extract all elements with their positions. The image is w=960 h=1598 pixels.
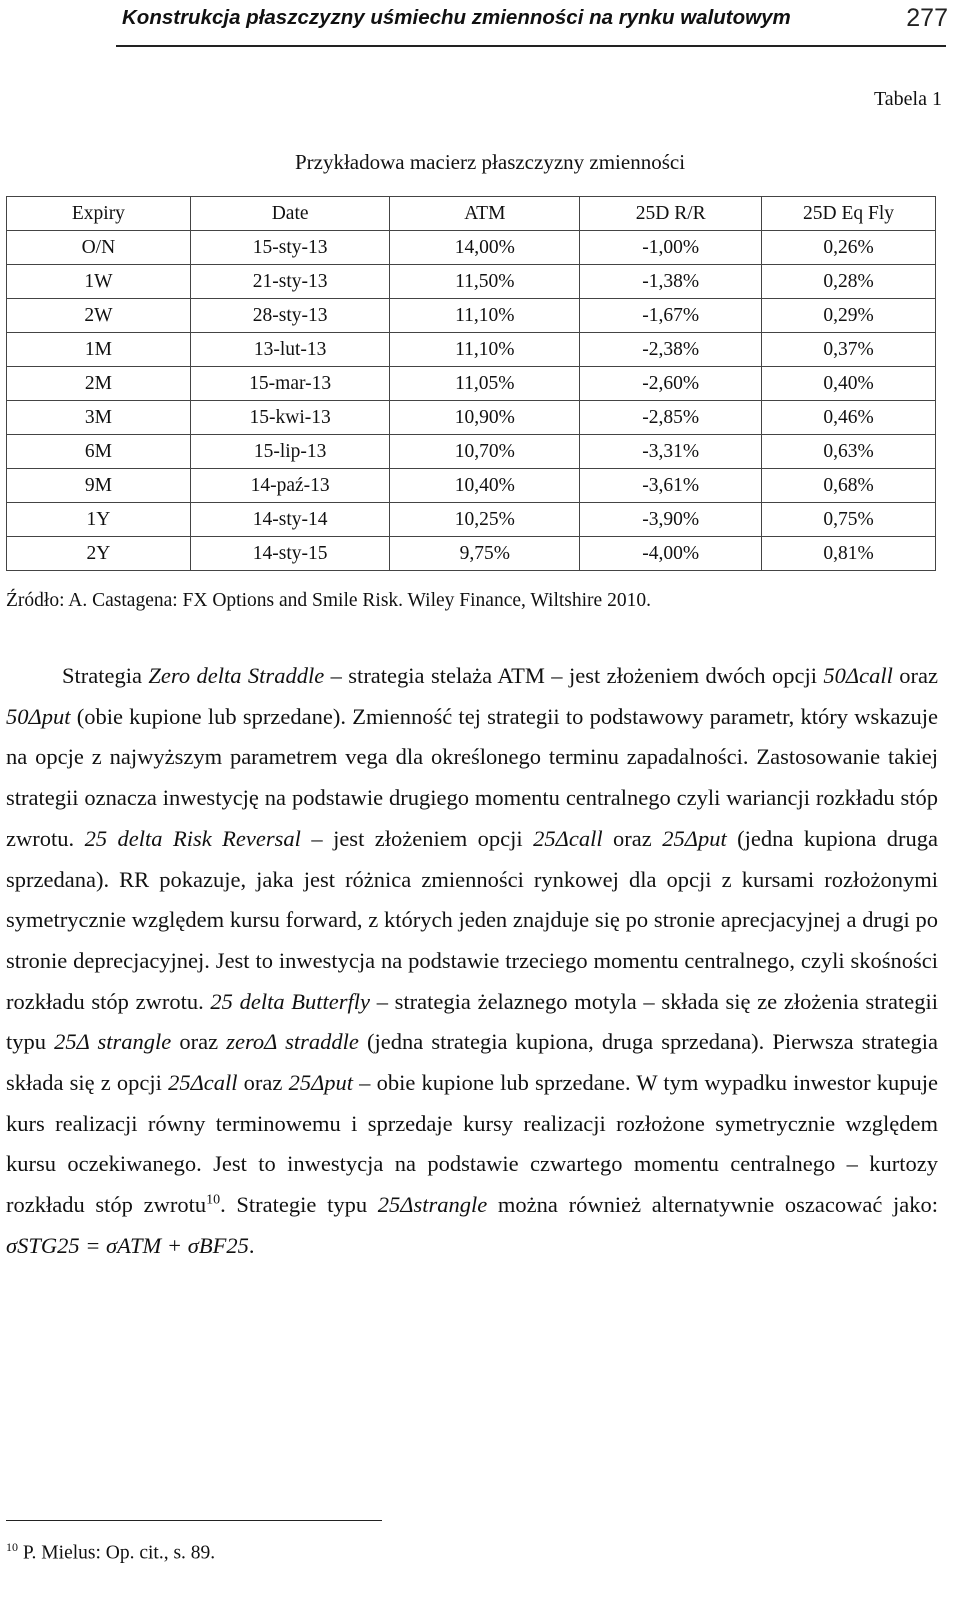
footnote-number: 10: [6, 1540, 18, 1554]
cell-atm: 11,50%: [390, 265, 580, 299]
term-25-delta-butterfly: 25 delta Butterfly: [210, 988, 371, 1014]
column-header-date: Date: [190, 197, 390, 231]
column-header-butterfly: 25D Eq Fly: [762, 197, 936, 231]
cell-date: 15-sty-13: [190, 231, 390, 265]
cell-butterfly: 0,29%: [762, 299, 936, 333]
table-row: [7, 503, 936, 537]
cell-butterfly: 0,28%: [762, 265, 936, 299]
term-50d-call: 50Δcall: [823, 663, 893, 688]
text-run: oraz: [171, 1029, 227, 1055]
table-row: [7, 401, 936, 435]
term-25d-strangle: 25Δ strangle: [54, 1029, 172, 1055]
cell-butterfly: 0,26%: [762, 231, 936, 265]
cell-atm: 9,75%: [390, 537, 580, 571]
text-run: .: [248, 1232, 255, 1258]
cell-risk-reversal: -3,90%: [580, 503, 762, 537]
text-run: Strategia: [62, 663, 149, 688]
header-rule: [116, 45, 946, 47]
cell-atm: 10,90%: [390, 401, 580, 435]
cell-butterfly: 0,40%: [762, 367, 936, 401]
term-25d-put-2: 25Δput: [288, 1070, 354, 1096]
cell-atm: 11,10%: [390, 299, 580, 333]
text-run: . Strategie typu: [220, 1192, 378, 1218]
cell-date: 13-lut-13: [190, 333, 390, 367]
cell-expiry: 3M: [7, 401, 191, 435]
cell-expiry: O/N: [7, 231, 191, 265]
column-header-atm: ATM: [390, 197, 580, 231]
cell-atm: 11,10%: [390, 333, 580, 367]
term-25d-call: 25Δcall: [533, 825, 603, 851]
footnote-rule: [6, 1520, 382, 1521]
term-25d-strangle-2: 25Δstrangle: [377, 1192, 488, 1218]
text-run: – strategia stelaża ATM – jest złożeniem dwóch opcji: [324, 663, 824, 688]
cell-risk-reversal: -3,61%: [580, 469, 762, 503]
running-header: [0, 0, 960, 50]
cell-risk-reversal: -3,31%: [580, 435, 762, 469]
cell-risk-reversal: -1,38%: [580, 265, 762, 299]
table-row: [7, 537, 936, 571]
footnote-reference: 10: [206, 1192, 221, 1208]
cell-expiry: 2W: [7, 299, 191, 333]
cell-date: 28-sty-13: [190, 299, 390, 333]
cell-expiry: 1W: [7, 265, 191, 299]
table-label: Tabela 1: [873, 88, 942, 110]
cell-date: 15-mar-13: [190, 367, 390, 401]
text-run: oraz: [892, 663, 938, 688]
cell-atm: 10,40%: [390, 469, 580, 503]
text-run: – obie kupione lub sprzedane. W tym wypadku inwestor kupuje kurs realizacji równy terminowemu i sprzedaje kursy realizacji rozłożone symetrycznie względem kursu oczekiwanego. Jest to inwestycja na podstawie czwartego momentu centralnego – kurtozy rozkładu stóp zwrotu: [6, 1070, 939, 1218]
table-row: [7, 299, 936, 333]
column-header-risk-reversal: 25D R/R: [580, 197, 762, 231]
table-row: [7, 231, 936, 265]
cell-risk-reversal: -2,60%: [580, 367, 762, 401]
cell-expiry: 1Y: [7, 503, 191, 537]
text-run: oraz: [602, 825, 663, 851]
cell-atm: 14,00%: [390, 231, 580, 265]
cell-date: 15-lip-13: [190, 435, 390, 469]
text-run: można również alternatywnie oszacować jako:: [487, 1192, 938, 1218]
cell-risk-reversal: -2,38%: [580, 333, 762, 367]
footnote-text: P. Mielus: Op. cit., s. 89.: [18, 1542, 216, 1564]
term-50d-put: 50Δput: [6, 703, 71, 729]
cell-expiry: 2Y: [7, 537, 191, 571]
running-title: Konstrukcja płaszczyzny uśmiechu zmienności na rynku walutowym: [122, 6, 791, 29]
cell-date: 14-sty-14: [190, 503, 390, 537]
formula: σSTG25 = σATM + σBF25: [6, 1232, 249, 1258]
table-header-row: [7, 197, 936, 231]
text-run: oraz: [237, 1070, 289, 1096]
text-run: – strategia żelaznego motyla – składa się ze złożenia strategii typu: [6, 988, 938, 1055]
cell-butterfly: 0,68%: [762, 469, 936, 503]
text-run: – jest złożeniem opcji: [300, 825, 534, 851]
cell-date: 15-kwi-13: [190, 401, 390, 435]
table-row: [7, 265, 936, 299]
column-header-expiry: Expiry: [7, 197, 191, 231]
table-row: [7, 333, 936, 367]
cell-expiry: 2M: [7, 367, 191, 401]
cell-atm: 11,05%: [390, 367, 580, 401]
cell-butterfly: 0,75%: [762, 503, 936, 537]
cell-expiry: 6M: [7, 435, 191, 469]
cell-atm: 10,70%: [390, 435, 580, 469]
cell-butterfly: 0,81%: [762, 537, 936, 571]
cell-date: 21-sty-13: [190, 265, 390, 299]
cell-date: 14-paź-13: [190, 469, 390, 503]
cell-expiry: 9M: [7, 469, 191, 503]
cell-risk-reversal: -1,67%: [580, 299, 762, 333]
table-row: [7, 435, 936, 469]
page-number: 277: [906, 4, 948, 32]
volatility-surface-table: [6, 196, 936, 571]
term-25-delta-risk-reversal: 25 delta Risk Reversal: [84, 825, 301, 851]
text-run: (jedna kupiona druga sprzedana). RR pokazuje, jaka jest różnica zmienności rynkowej dla opcji z kursami rozłożonymi symetrycznie względem kursu forward, z których jeden znajduje się po stronie aprecjacyjnej a drugi po stronie deprecjacyjnej. Jest to inwestycja na podstawie trzeciego momentu centralnego, czyli skośności rozkładu stóp zwrotu.: [6, 825, 939, 1014]
table-title: Przykładowa macierz płaszczyzny zmienności: [294, 150, 686, 174]
cell-risk-reversal: -4,00%: [580, 537, 762, 571]
cell-risk-reversal: -1,00%: [580, 231, 762, 265]
cell-butterfly: 0,63%: [762, 435, 936, 469]
table-row: [7, 367, 936, 401]
text-run: (obie kupione lub sprzedane). Zmienność tej strategii to podstawowy parametr, który wskazuje na opcje z najwyższym parametrem vega dla określonego terminu zapadalności. Zastosowanie takiej strategii oznacza inwestycję na podstawie drugiego momentu centralnego czyli wariancji rozkładu stóp zwrotu.: [6, 703, 938, 851]
cell-risk-reversal: -2,85%: [580, 401, 762, 435]
table-body: [7, 231, 936, 571]
cell-atm: 10,25%: [390, 503, 580, 537]
footnote: [6, 1540, 215, 1565]
term-25d-put: 25Δput: [662, 825, 727, 851]
text-run: (jedna strategia kupiona, druga sprzedana). Pierwsza strategia składa się z opcji: [6, 1029, 938, 1096]
cell-butterfly: 0,37%: [762, 333, 936, 367]
term-zero-delta-straddle-2: zeroΔ straddle: [226, 1029, 359, 1055]
table-source: Źródło: A. Castagena: FX Options and Smile Risk. Wiley Finance, Wiltshire 2010.: [6, 590, 651, 611]
term-25d-call-2: 25Δcall: [168, 1070, 238, 1096]
body-paragraph: [6, 656, 938, 1267]
term-zero-delta-straddle: Zero delta Straddle: [148, 663, 325, 688]
cell-date: 14-sty-15: [190, 537, 390, 571]
cell-expiry: 1M: [7, 333, 191, 367]
table-row: [7, 469, 936, 503]
cell-butterfly: 0,46%: [762, 401, 936, 435]
